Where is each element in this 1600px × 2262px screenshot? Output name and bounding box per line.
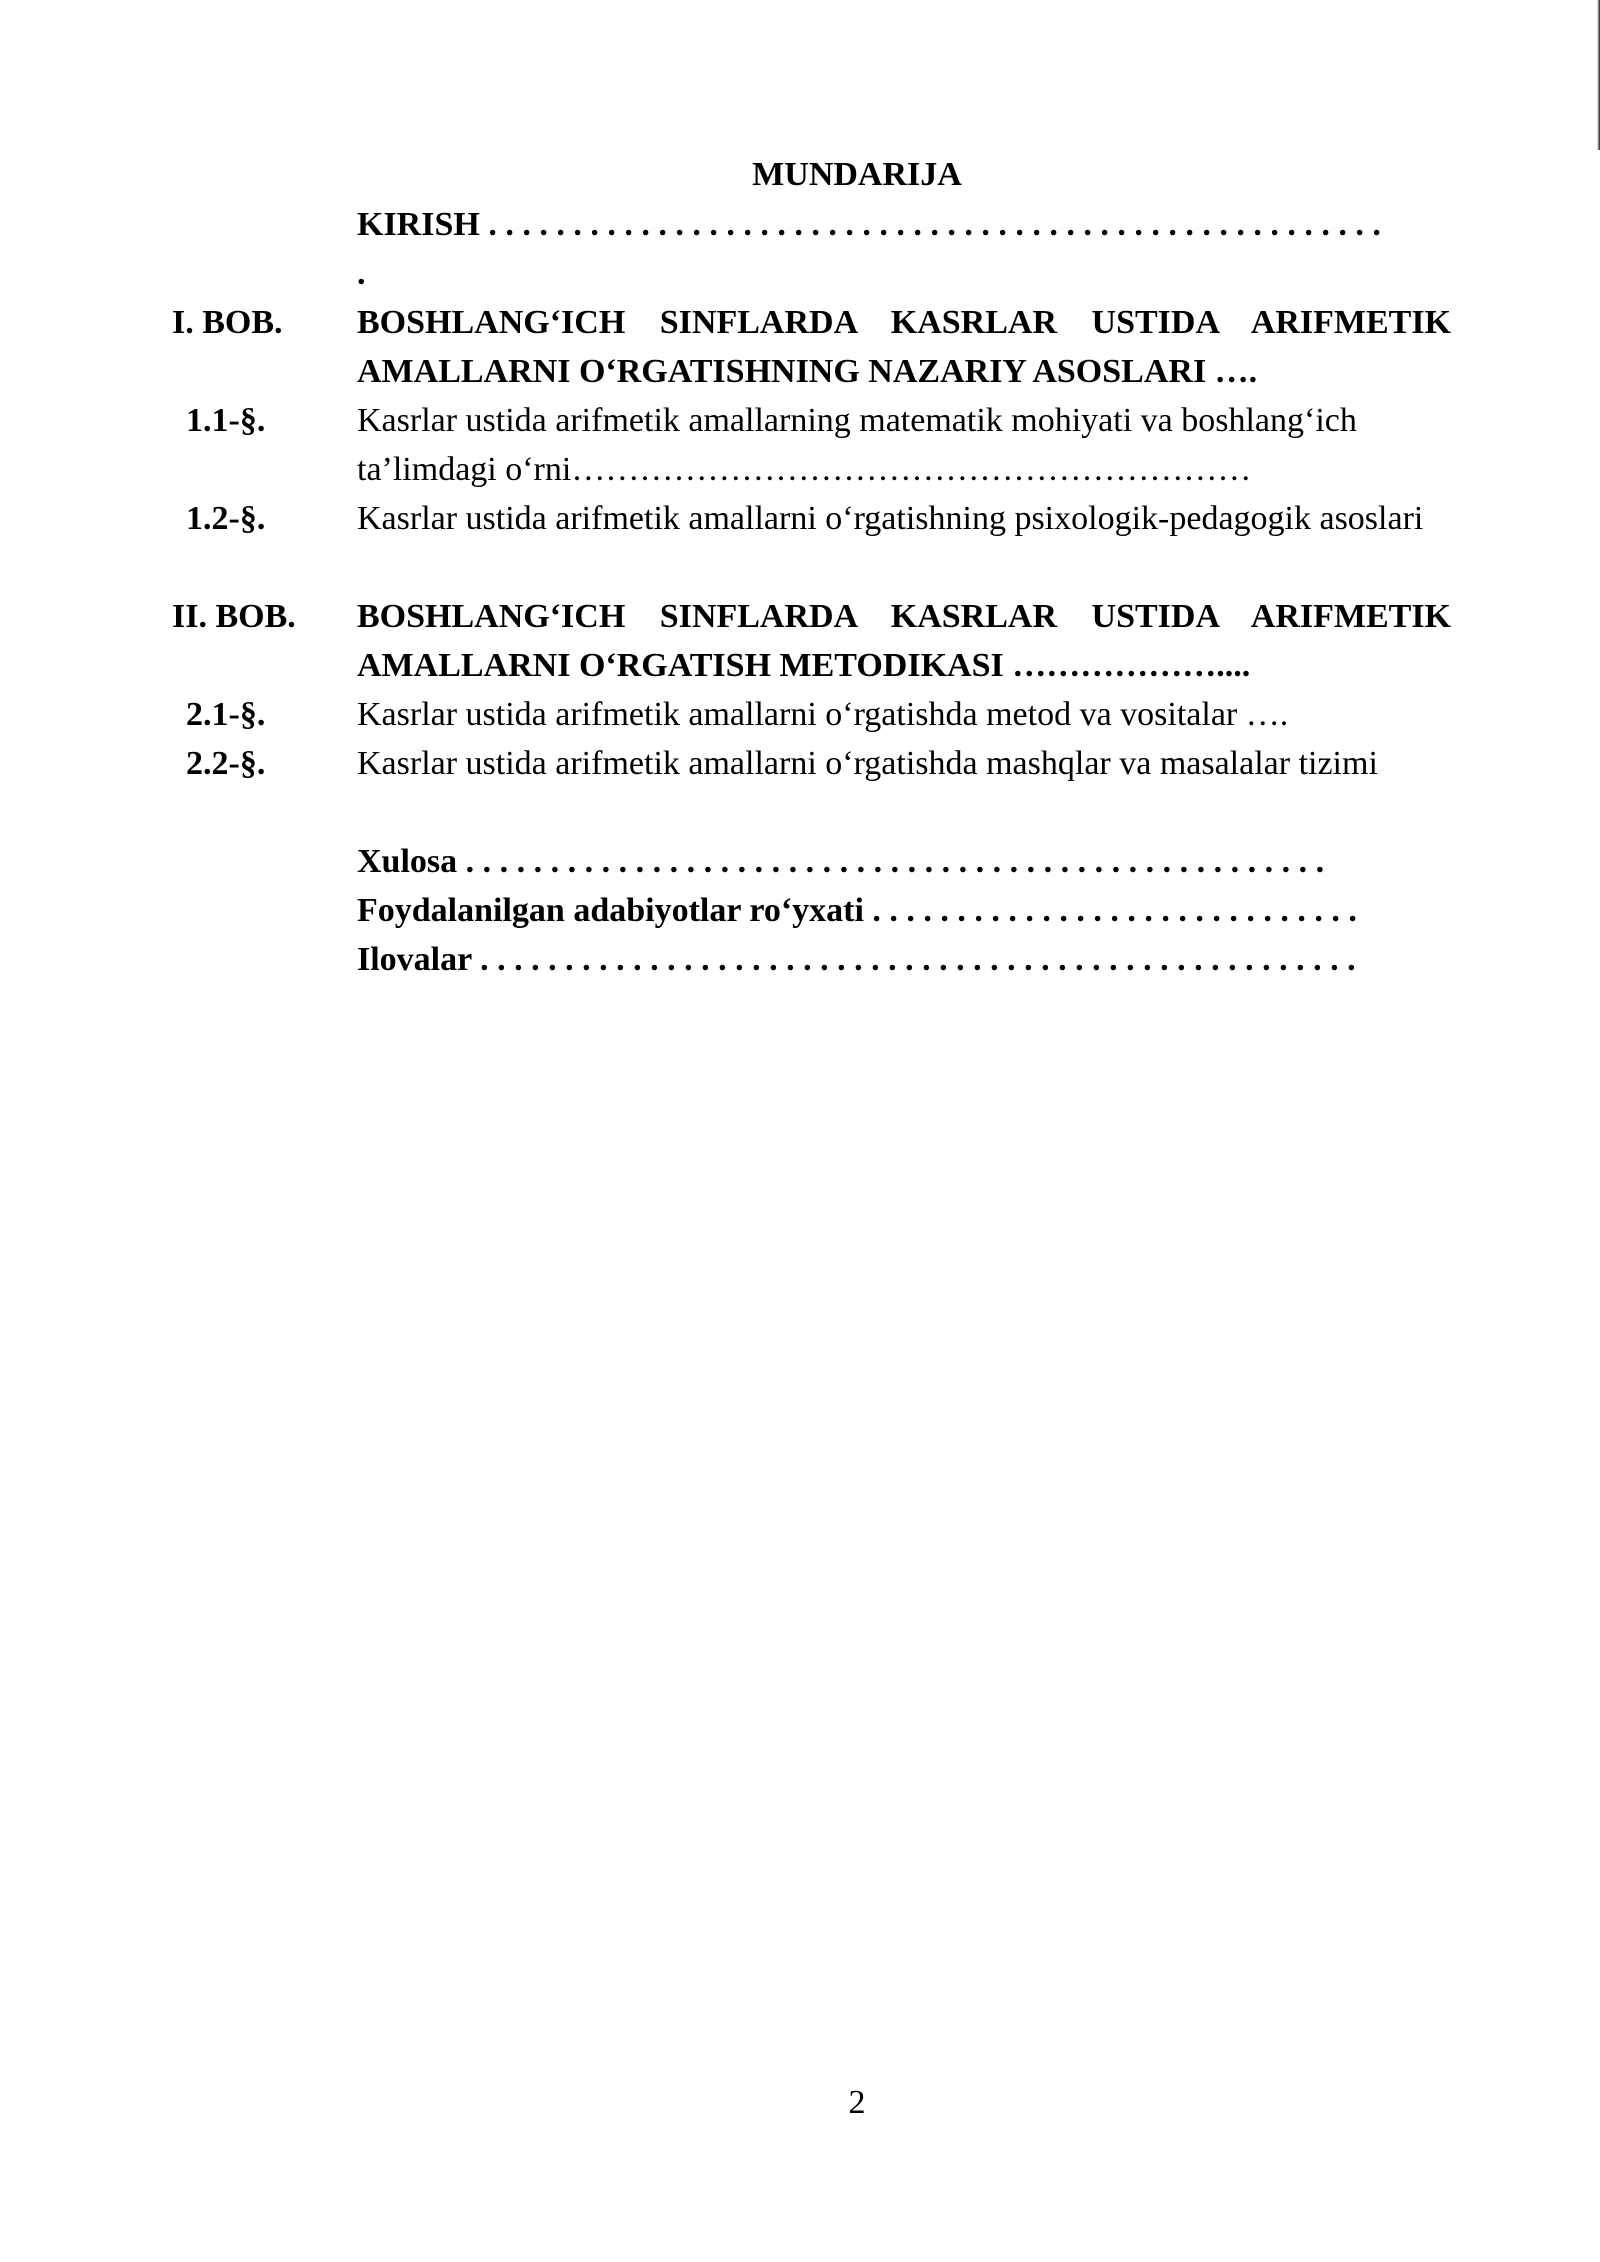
chapter-number: II. BOB. <box>172 598 296 635</box>
toc-entry-text <box>357 200 1451 298</box>
section-number: 2.1-§. <box>186 696 266 733</box>
page-number: 2 <box>848 2084 866 2121</box>
section-title: Kasrlar ustida arifmetik amallarni o‘rgatishda mashqlar va masalalar tizimi <box>357 745 1378 782</box>
dot-leader: . . . . . . . . . . . . . . . . . . . . . . . . . . . . . <box>863 892 1357 929</box>
toc-entry-text <box>357 886 1451 935</box>
chapter-number: I. BOB. <box>172 304 283 341</box>
dot-leader: . . . . . . . . . . . . . . . . . . . . . . . . . . . . . . . . . . . . . . . . . . . . . . . . . . . . <box>471 941 1356 978</box>
entry-label: Xulosa <box>357 843 458 880</box>
dot-leader: …………………………………………………… <box>571 451 1252 488</box>
dot-leader: . . . . . . . . . . . . . . . . . . . . . . . . . . . . . . . . . . . . . . . . . . . . . . . . . . . <box>457 843 1325 880</box>
chapter-title: BOSHLANG‘ICH SINFLARDA KASRLAR USTIDA ARIFMETIK AMALLARNI O‘RGATISHNING NAZARIY ASOSLARI …. <box>357 304 1451 390</box>
entry-label: KIRISH <box>357 206 480 243</box>
section-number: 1.2-§. <box>186 500 266 537</box>
toc-title: MUNDARIJA <box>752 156 962 193</box>
toc-entry-text <box>357 935 1451 984</box>
toc-entry-text <box>357 837 1451 886</box>
entry-label: Kasrlar ustida arifmetik amallarning matematik mohiyati va boshlang‘ich ta’limdagi o‘rni <box>357 402 1357 488</box>
entry-label: Foydalanilgan adabiyotlar ro‘yxati <box>357 892 864 929</box>
section-title: Kasrlar ustida arifmetik amallarni o‘rgatishda metod va vositalar …. <box>357 696 1289 733</box>
dot-leader: . . . . . . . . . . . . . . . . . . . . . . . . . . . . . . . . . . . . . . . . . . . . . . . . . . . . . <box>479 206 1381 243</box>
dot-leader-continuation: . <box>357 255 366 292</box>
section-title <box>357 396 1451 494</box>
entry-label: Ilovalar <box>357 941 472 978</box>
section-title: Kasrlar ustida arifmetik amallarni o‘rgatishning psixologik-pedagogik asoslari <box>357 500 1424 537</box>
chapter-title: BOSHLANG‘ICH SINFLARDA KASRLAR USTIDA ARIFMETIK AMALLARNI O‘RGATISH METODIKASI ……………….... <box>357 598 1451 684</box>
section-number: 2.2-§. <box>186 745 266 782</box>
section-number: 1.1-§. <box>186 402 266 439</box>
